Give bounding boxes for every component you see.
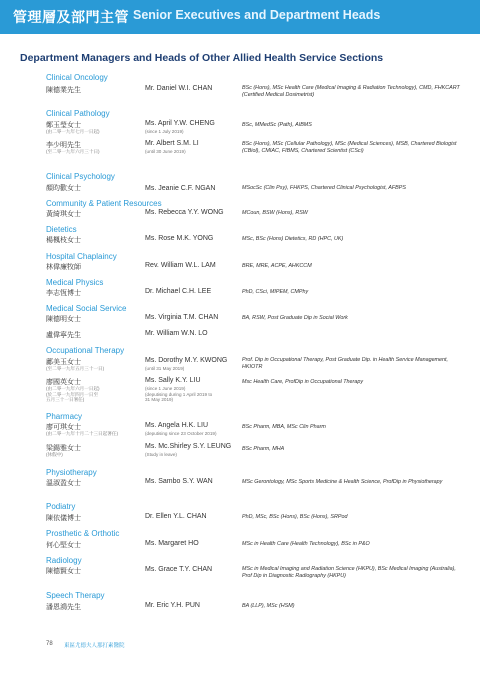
person-name-en: Rev. William W.L. LAM [145,262,216,269]
person-name-en: Dr. Ellen Y.L. CHAN [145,513,207,520]
person-qualifications: MSc Gerontology, MSc Sports Medicine & Health Science, ProfDip in Physiotherapy [242,479,443,485]
person-note-en: (until 30 June 2019) [145,149,186,154]
person-name-en: Ms. Grace T.Y. CHAN [145,566,213,573]
person-name-en: Dr. Michael C.H. LEE [145,288,212,295]
person-qualifications: BA (LLP), MSc (HSM) [242,603,295,609]
person-note-zh: (至二零一九年五月三十一日) [46,366,105,371]
section-speech-therapy: Speech Therapy [46,591,105,600]
person-name-en: Mr. Eric Y.H. PUN [145,602,200,609]
person-qualifications: BSc Pharm, MBA, MSc Clin Pharm [242,424,326,430]
person-name-en: Ms. Angela H.K. LIU [145,422,209,429]
footer-hospital-name: 東區尤德夫人那打素醫院 [64,643,125,649]
person-name-zh: 林偉廉牧師 [46,264,81,271]
person-name-zh: 溫淑盈女士 [46,480,81,487]
person-name-zh: 李少明先生 [46,142,81,149]
person-name-zh: 顏昀歡女士 [46,185,81,192]
person-name-zh: 鄭玉瑩女士 [46,122,81,129]
person-note-en: (Study in leave) [145,452,177,457]
person-note-zh: (休假中) [46,452,63,457]
person-note-en: (since 1 July 2019) [145,129,184,134]
person-name-zh: 何心堅女士 [46,542,81,549]
person-name-zh: 陳德明女士 [46,316,81,323]
header-title-zh: 管理層及部門主管 [13,9,129,25]
person-name-zh: 陳德業先生 [46,87,81,94]
person-name-zh: 陳德賢女士 [46,568,81,575]
person-name-en: Ms. Margaret HO [145,540,199,547]
person-name-zh: 潘恩鴻先生 [46,604,81,611]
section-medical-physics: Medical Physics [46,278,104,287]
person-qualifications: Prof. Dip in Occupational Therapy, Post Graduate Dip. in Health Service Management, HKIOTR [242,357,449,370]
person-name-zh: 廖可琪女士 [46,424,81,431]
section-radiology: Radiology [46,556,82,565]
person-qualifications: BSc (Hons), MSc (Cellular Pathology), MSc (Medical Sciences), MSB, Chartered Biologist (CBiol), CMIAC, FIBMS, Chartered Scientist (CSci) [242,141,457,154]
person-qualifications: PhD, MSc, BSc (Hons), BSc (Hons), SRPod [242,514,348,520]
person-note-en: (until 31 May 2019) [145,366,185,371]
person-name-en: Ms. April Y.W. CHENG [145,120,215,127]
section-clinical-oncology: Clinical Oncology [46,73,108,82]
person-qualifications: MSc in Health Care (Health Technology), BSc in P&O [242,541,370,547]
person-note-en: (deputising since 23 October 2019) [145,431,217,436]
person-note-zh: (由二零一九年七月一日起) [46,129,100,134]
person-name-zh: 盧偉寧先生 [46,332,81,339]
person-qualifications: BSc (Hons), MSc Health Care (Medical Imaging & Radiation Technology), CMD, FHKCART (Certified Medical Dosimetrist) [242,85,460,98]
person-name-en: Ms. Rose M.K. YONG [145,235,214,242]
person-qualifications: MSc, BSc (Hons) Dietetics, RD (HPC, UK) [242,236,344,242]
person-qualifications: MSocSc (Clin Psy), FHKPS, Chartered Clinical Psychologist, AFBPS [242,185,406,191]
section-clinical-pathology: Clinical Pathology [46,109,110,118]
section-hospital-chaplaincy: Hospital Chaplaincy [46,252,117,261]
section-medical-social-service: Medical Social Service [46,304,127,313]
section-community-patient-resources: Community & Patient Resources [46,199,162,208]
person-qualifications: BSc Pharm, MHA [242,446,285,452]
person-name-en: Ms. Virginia T.M. CHAN [145,314,219,321]
section-occupational-therapy: Occupational Therapy [46,346,125,355]
person-qualifications: Msc Health Care, ProfDip in Occupational Therapy [242,379,364,385]
person-name-zh: 楊楓枝女士 [46,237,81,244]
person-name-en: Mr. William W.N. LO [145,330,208,337]
person-qualifications: BSc, MMedSc (Path), AIBMS [242,122,312,128]
person-qualifications: BA, RSW, Post Graduate Dip in Social Work [242,315,348,321]
section-clinical-psychology: Clinical Psychology [46,172,115,181]
page-title: Department Managers and Heads of Other Allied Health Service Sections [20,52,384,64]
person-name-zh: 陳依儀博士 [46,515,81,522]
person-name-en: Ms. Mc.Shirley S.Y. LEUNG [145,443,232,450]
person-qualifications: BRE, MRE, ACPE, AHKCCM [242,263,312,269]
person-name-en: Ms. Sambo S.Y. WAN [145,478,213,485]
person-qualifications: MCoun, BSW (Hons), RSW [242,210,308,216]
person-qualifications: MSc in Medical Imaging and Radiation Science (HKPU), BSc Medical Imaging (Australia), Prof Dip in Diagnostic Radiography (HKPU) [242,566,456,579]
section-podiatry: Podiatry [46,502,76,511]
person-qualifications: PhD, CSci, MIPEM, CMPhy [242,289,309,295]
page-number: 78 [46,641,53,647]
person-name-en: Ms. Rebecca Y.Y. WONG [145,209,224,216]
person-name-en: Mr. Daniel W.I. CHAN [145,85,213,92]
person-name-zh: 黃綺琪女士 [46,211,81,218]
header-title-en: Senior Executives and Department Heads [133,8,381,22]
section-pharmacy: Pharmacy [46,412,83,421]
person-name-zh: 廖國英女士 [46,379,81,386]
person-note-zh: (至二零一九年六月三十日) [46,149,100,154]
person-note-zh: (由二零一九年六月一日起) (於二零一九年四月一日至 五月三十一日署任) [46,386,100,403]
section-prosthetic-orthotic: Prosthetic & Orthotic [46,529,120,538]
person-name-zh: 梁錫雅女士 [46,445,81,452]
person-name-en: Mr. Albert S.M. LI [145,140,199,147]
person-name-en: Ms. Dorothy M.Y. KWONG [145,357,228,364]
person-note-en: (since 1 June 2019) (deputising during 1 April 2019 to 31 May 2019) [145,386,213,403]
person-name-en: Ms. Jeanie C.F. NGAN [145,185,216,192]
person-note-zh: (由二零一九年十月二十三日起署任) [46,431,118,436]
person-name-zh: 李志恆博士 [46,290,81,297]
person-name-zh: 鄺美玉女士 [46,359,81,366]
section-dietetics: Dietetics [46,225,77,234]
header-banner [0,0,480,34]
section-physiotherapy: Physiotherapy [46,468,97,477]
person-name-en: Ms. Sally K.Y. LIU [145,377,201,384]
